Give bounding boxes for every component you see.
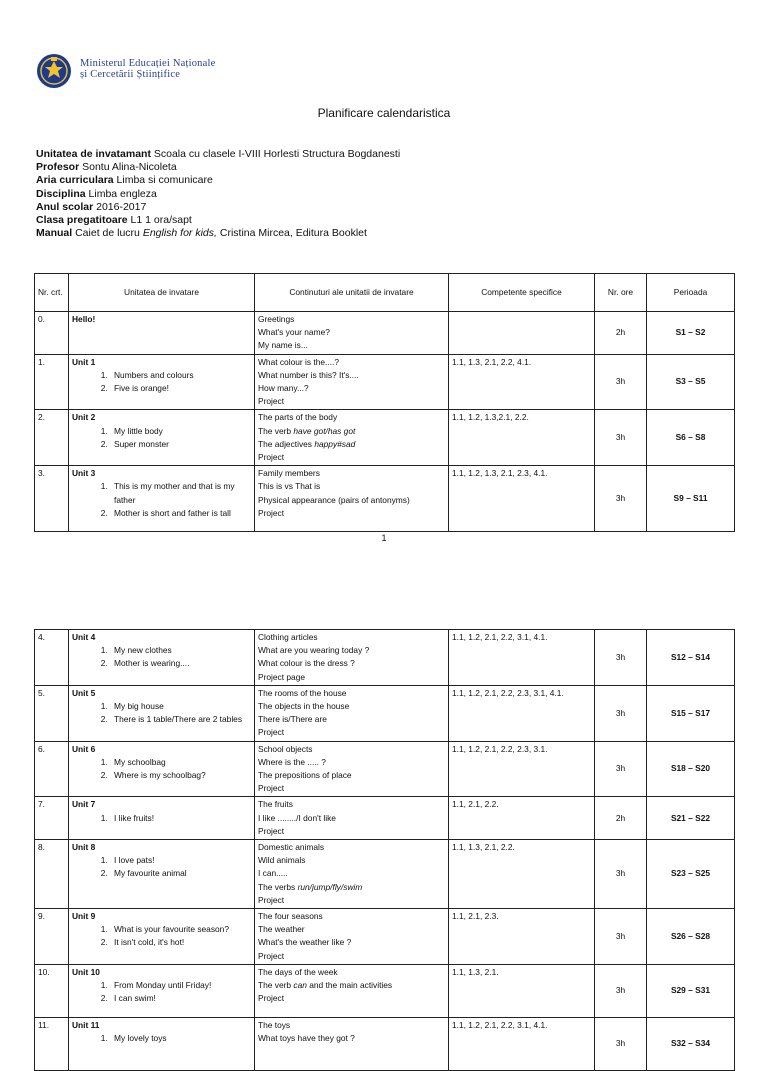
table-row	[35, 797, 735, 840]
content-item: The prepositions of place	[258, 770, 352, 781]
row-number: 5.	[35, 685, 69, 741]
unit-topic: 2. Super monster	[110, 438, 251, 451]
column-header: Nr. crt.	[35, 274, 69, 312]
hours-cell: 3h	[595, 840, 647, 909]
info-teacher: Profesor Sontu Alina-Nicoleta	[36, 161, 177, 174]
content-item: What colour is the dress ?	[258, 658, 355, 669]
period-cell: S18 – S20	[647, 741, 735, 797]
competences-cell: 1.1, 1.2, 1.3,2.1, 2.2.	[449, 410, 595, 466]
hours-cell: 3h	[595, 1017, 647, 1070]
competences-cell: 1.1, 1.3, 2.1.	[449, 964, 595, 1017]
unit-topic: 1. I like fruits!	[110, 812, 251, 825]
competences-cell: 1.1, 1.2, 2.1, 2.2, 3.1, 4.1.	[449, 1017, 595, 1070]
column-header: Competente specifice	[449, 274, 595, 312]
unit-title: Hello!	[72, 314, 96, 324]
hours-cell: 3h	[595, 354, 647, 410]
unit-topic: 2. My favourite animal	[110, 867, 251, 880]
table-row	[35, 354, 735, 410]
content-item: I can.....	[258, 868, 288, 879]
learning-unit-cell	[69, 685, 255, 741]
planning-table-page1	[34, 273, 735, 532]
content-item: The objects in the house	[258, 701, 350, 712]
content-item: This is vs That is	[258, 481, 321, 492]
content-item: The rooms of the house	[258, 687, 347, 698]
hours-cell: 3h	[595, 909, 647, 965]
ministry-name	[80, 58, 215, 80]
content-item: The parts of the body	[258, 412, 338, 423]
hours-cell: 3h	[595, 964, 647, 1017]
content-item: How many...?	[258, 383, 309, 394]
content-item: Project page	[258, 671, 306, 682]
unit-topic: 1. My schoolbag	[110, 756, 251, 769]
hours-cell: 2h	[595, 312, 647, 355]
unit-topic: 1. My new clothes	[110, 644, 251, 657]
table-row	[35, 466, 735, 532]
contents-cell	[255, 909, 449, 965]
unit-topic: 1. My big house	[110, 700, 251, 713]
contents-cell	[255, 1017, 449, 1070]
content-item: My name is...	[258, 340, 308, 351]
table-row	[35, 410, 735, 466]
unit-topic: 1. Numbers and colours	[110, 369, 251, 382]
unit-topic: 2. There is 1 table/There are 2 tables	[110, 713, 251, 726]
learning-unit-cell	[69, 1017, 255, 1070]
unit-topic: 2. Five is orange!	[110, 382, 251, 395]
content-item: Domestic animals	[258, 842, 325, 853]
unit-title: Unit 6	[72, 743, 96, 754]
content-item: What are you wearing today ?	[258, 645, 370, 656]
contents-cell	[255, 466, 449, 532]
row-number: 3.	[35, 466, 69, 532]
unit-title: Unit 11	[72, 1019, 100, 1030]
contents-cell	[255, 410, 449, 466]
unit-title: Unit 8	[72, 842, 96, 853]
row-number: 0.	[35, 312, 69, 355]
contents-cell	[255, 685, 449, 741]
period-cell: S21 – S22	[647, 797, 735, 840]
column-header: Continuturi ale unitatii de invatare	[255, 274, 449, 312]
unit-title: Unit 10	[72, 966, 100, 977]
info-class: Clasa pregatitoare L1 1 ora/sapt	[36, 214, 192, 227]
table-row	[35, 630, 735, 686]
content-item: I like ......../I don't like	[258, 812, 336, 823]
content-item: There is/There are	[258, 714, 327, 725]
unit-title: Unit 4	[72, 632, 96, 642]
period-cell: S12 – S14	[647, 630, 735, 686]
document-title: Planificare calendaristica	[317, 106, 451, 120]
content-item: What colour is the....?	[258, 356, 339, 367]
content-item: School objects	[258, 743, 313, 754]
content-item: Project	[258, 452, 285, 463]
contents-cell	[255, 630, 449, 686]
learning-unit-cell	[69, 410, 255, 466]
contents-cell	[255, 741, 449, 797]
learning-unit-cell	[69, 630, 255, 686]
unit-topic: 2. It isn't cold, it's hot!	[110, 936, 251, 949]
unit-title: Unit 2	[72, 412, 96, 423]
planning-table-page2	[34, 629, 735, 1071]
learning-unit-cell	[69, 312, 255, 355]
content-item: What number is this? It's....	[258, 369, 359, 380]
content-item: Project	[258, 783, 285, 794]
unit-title: Unit 1	[72, 356, 96, 367]
hours-cell: 3h	[595, 410, 647, 466]
row-number: 9.	[35, 909, 69, 965]
learning-unit-cell	[69, 354, 255, 410]
info-manual: Manual Caiet de lucru English for kids, Cristina Mircea, Editura Booklet	[36, 227, 367, 240]
row-number: 8.	[35, 840, 69, 909]
content-item: Wild animals	[258, 855, 306, 866]
competences-cell: 1.1, 1.2, 1.3, 2.1, 2.3, 4.1.	[449, 466, 595, 532]
hours-cell: 3h	[595, 741, 647, 797]
row-number: 11.	[35, 1017, 69, 1070]
unit-topic: 1. I love pats!	[110, 854, 251, 867]
content-item: The days of the week	[258, 966, 338, 977]
row-number: 4.	[35, 630, 69, 686]
period-cell: S3 – S5	[647, 354, 735, 410]
competences-cell	[449, 312, 595, 355]
unit-title: Unit 3	[72, 468, 96, 479]
hours-cell: 3h	[595, 630, 647, 686]
content-item: The verbs run/jump/fly/swim	[258, 881, 363, 892]
row-number: 7.	[35, 797, 69, 840]
unit-title: Unit 7	[72, 799, 96, 810]
row-number: 1.	[35, 354, 69, 410]
column-header: Nr. ore	[595, 274, 647, 312]
unit-topic: 1. What is your favourite season?	[110, 923, 251, 936]
learning-unit-cell	[69, 797, 255, 840]
row-number: 6.	[35, 741, 69, 797]
ministry-name-line1: Ministerul Educației Naționale	[80, 58, 216, 69]
content-item: The toys	[258, 1019, 291, 1030]
unit-topic: 1. From Monday until Friday!	[110, 979, 251, 992]
learning-unit-cell	[69, 840, 255, 909]
period-cell: S6 – S8	[647, 410, 735, 466]
column-header: Unitatea de invatare	[69, 274, 255, 312]
unit-topic: 2. I can swim!	[110, 992, 251, 1005]
hours-cell: 3h	[595, 466, 647, 532]
info-school: Unitatea de invatamant Scoala cu clasele I-VIII Horlesti Structura Bogdanesti	[36, 148, 401, 160]
competences-cell: 1.1, 1.2, 2.1, 2.2, 3.1, 4.1.	[449, 630, 595, 686]
content-item: Project	[258, 993, 285, 1004]
row-number: 10.	[35, 964, 69, 1017]
content-item: Family members	[258, 468, 320, 479]
content-item: What's your name?	[258, 327, 330, 338]
competences-cell: 1.1, 1.2, 2.1, 2.2, 2.3, 3.1, 4.1.	[449, 685, 595, 741]
row-number: 2.	[35, 410, 69, 466]
competences-cell: 1.1, 1.3, 2.1, 2.2.	[449, 840, 595, 909]
content-item: Physical appearance (pairs of antonyms)	[258, 494, 410, 505]
content-item: The weather	[258, 924, 305, 935]
content-item: Greetings	[258, 314, 295, 324]
content-item: The four seasons	[258, 911, 323, 922]
table-row	[35, 741, 735, 797]
content-item: What toys have they got ?	[258, 1033, 355, 1044]
learning-unit-cell	[69, 741, 255, 797]
contents-cell	[255, 797, 449, 840]
hours-cell: 3h	[595, 685, 647, 741]
period-cell: S26 – S28	[647, 909, 735, 965]
content-item: What's the weather like ?	[258, 937, 352, 948]
info-block	[36, 148, 400, 240]
table-row	[35, 840, 735, 909]
competences-cell: 1.1, 2.1, 2.2.	[449, 797, 595, 840]
period-cell: S15 – S17	[647, 685, 735, 741]
contents-cell	[255, 312, 449, 355]
unit-title: Unit 9	[72, 911, 96, 922]
info-discipline: Disciplina Limba engleza	[36, 187, 157, 200]
competences-cell: 1.1, 1.3, 2.1, 2.2, 4.1.	[449, 354, 595, 410]
page-number: 1	[381, 533, 387, 543]
learning-unit-cell	[69, 909, 255, 965]
ministry-crest-logo	[34, 52, 74, 90]
period-cell: S29 – S31	[647, 964, 735, 1017]
column-header: Perioada	[647, 274, 735, 312]
unit-topic: 1. My lovely toys	[110, 1032, 251, 1045]
content-item: Where is the ..... ?	[258, 756, 326, 767]
table-row	[35, 909, 735, 965]
hours-cell: 2h	[595, 797, 647, 840]
content-item: Project	[258, 507, 285, 518]
content-item: Project	[258, 894, 285, 905]
content-item: Project	[258, 396, 285, 407]
period-cell: S1 – S2	[647, 312, 735, 355]
table-row	[35, 312, 735, 355]
period-cell: S23 – S25	[647, 840, 735, 909]
competences-cell: 1.1, 2.1, 2.3.	[449, 909, 595, 965]
period-cell: S9 – S11	[647, 466, 735, 532]
unit-title: Unit 5	[72, 687, 96, 698]
content-item: Project	[258, 825, 285, 836]
learning-unit-cell	[69, 466, 255, 532]
ministry-name-line2: și Cercetării Științifice	[80, 69, 181, 80]
table-row	[35, 1017, 735, 1070]
contents-cell	[255, 840, 449, 909]
content-item: The verb can and the main activities	[258, 980, 393, 991]
content-item: Clothing articles	[258, 632, 318, 642]
info-curricular-area: Aria curriculara Limba si comunicare	[36, 174, 213, 187]
content-item: Project	[258, 950, 285, 961]
content-item: The verb have got/has got	[258, 425, 356, 436]
content-item: The fruits	[258, 799, 293, 810]
info-school-year: Anul scolar 2016-2017	[36, 200, 147, 213]
period-cell: S32 – S34	[647, 1017, 735, 1070]
unit-topic: 1. My little body	[110, 425, 251, 438]
unit-topic: 1. This is my mother and that is my father	[110, 480, 251, 506]
unit-topic: 2. Mother is wearing....	[110, 657, 251, 670]
competences-cell: 1.1, 1.2, 2.1, 2.2, 2.3, 3.1.	[449, 741, 595, 797]
contents-cell	[255, 354, 449, 410]
unit-topic: 2. Where is my schoolbag?	[110, 769, 251, 782]
content-item: The adjectives happy#sad	[258, 438, 356, 449]
table-row	[35, 685, 735, 741]
contents-cell	[255, 964, 449, 1017]
learning-unit-cell	[69, 964, 255, 1017]
content-item: Project	[258, 727, 285, 738]
table-row	[35, 964, 735, 1017]
unit-topic: 2. Mother is short and father is tall	[110, 507, 251, 520]
table-header-row	[35, 274, 735, 312]
